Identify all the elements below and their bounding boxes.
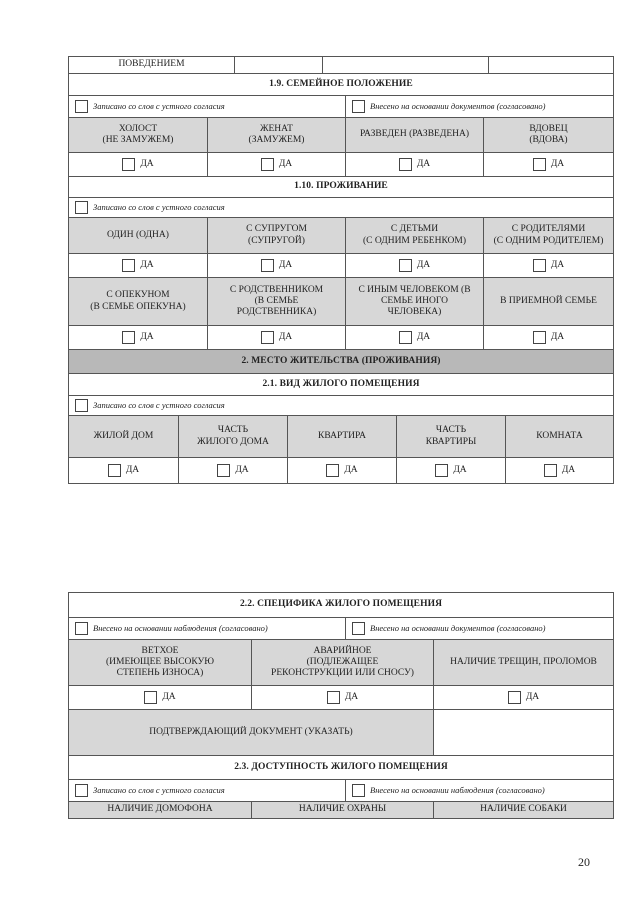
checkbox[interactable] (217, 464, 230, 477)
s22-note-left: Внесено на основании наблюдения (согласовано) (93, 623, 268, 634)
checkbox[interactable] (122, 259, 135, 272)
yes-label: ДА (550, 259, 565, 270)
s21-option: ЖИЛОЙ ДОМ (93, 430, 154, 441)
s23-note-left-cell[interactable] (69, 780, 345, 801)
s110-option: С ОПЕКУНОМ (В СЕМЬЕ ОПЕКУНА) (90, 290, 186, 312)
yes-label: ДА (140, 331, 154, 342)
checkbox[interactable] (144, 691, 157, 704)
yes-label: ДА (140, 259, 154, 270)
s21-option: КОМНАТА (505, 416, 613, 457)
yes-cell[interactable] (178, 458, 287, 483)
yes-cell[interactable] (207, 254, 345, 277)
yes-label: ДА (550, 331, 565, 342)
s19-note-right: Внесено на основании документов (согласовано) (370, 101, 546, 112)
s110-option: ОДИН (ОДНА) (107, 229, 169, 240)
form-table-housing-specifics (68, 592, 614, 819)
yes-label: ДА (453, 464, 467, 475)
confirming-document-field[interactable] (433, 710, 613, 755)
s19-option: ВДОВЕЦ (ВДОВА) (483, 118, 613, 152)
yes-label: ДА (125, 464, 140, 475)
yes-cell[interactable] (69, 326, 207, 349)
checkbox[interactable] (533, 259, 546, 272)
yes-label: ДА (235, 464, 249, 475)
yes-label: ДА (344, 464, 358, 475)
s22-note-right-cell[interactable] (345, 618, 613, 639)
checkbox[interactable] (352, 622, 365, 635)
s110-option: С РОДИТЕЛЯМИ (С ОДНИМ РОДИТЕЛЕМ) (483, 218, 613, 253)
yes-label: ДА (416, 158, 431, 169)
yes-label: ДА (278, 158, 293, 169)
checkbox[interactable] (326, 464, 339, 477)
s19-option: РАЗВЕДЕН (РАЗВЕДЕНА) (345, 118, 483, 152)
yes-cell[interactable] (207, 153, 345, 176)
yes-label: ДА (278, 331, 293, 342)
s23-note-right-cell[interactable] (345, 780, 613, 801)
checkbox[interactable] (108, 464, 121, 477)
yes-cell[interactable] (69, 254, 207, 277)
yes-cell[interactable] (483, 326, 613, 349)
checkbox[interactable] (399, 158, 412, 171)
page-number: 20 (578, 855, 590, 869)
confirming-document-label: ПОДТВЕРЖДАЮЩИЙ ДОКУМЕНТ (УКАЗАТЬ) (69, 710, 433, 755)
checkbox[interactable] (75, 399, 88, 412)
s110-note-cell[interactable] (69, 198, 613, 217)
s23-option: НАЛИЧИЕ ДОМОФОНА (107, 804, 213, 815)
yes-cell[interactable] (251, 686, 433, 709)
checkbox[interactable] (399, 331, 412, 344)
yes-label: ДА (416, 259, 431, 270)
s23-note-left: Записано со слов с устного согласия (93, 785, 225, 796)
yes-cell[interactable] (433, 686, 613, 709)
yes-cell[interactable] (505, 458, 613, 483)
yes-cell[interactable] (483, 153, 613, 176)
s23-option: НАЛИЧИЕ СОБАКИ (433, 802, 613, 818)
yes-cell[interactable] (396, 458, 505, 483)
checkbox[interactable] (122, 158, 135, 171)
checkbox[interactable] (533, 158, 546, 171)
yes-label: ДА (162, 691, 176, 702)
s110-note: Записано со слов с устного согласия (93, 202, 225, 213)
behavior-label: ПОВЕДЕНИЕМ (118, 59, 185, 70)
s110-option: С СУПРУГОМ (СУПРУГОЙ) (207, 218, 345, 253)
section-2-title: 2. МЕСТО ЖИТЕЛЬСТВА (ПРОЖИВАНИЯ) (241, 355, 441, 366)
s19-note-left: Записано со слов с устного согласия (93, 101, 225, 112)
yes-cell[interactable] (345, 153, 483, 176)
checkbox[interactable] (75, 100, 88, 113)
checkbox[interactable] (261, 158, 274, 171)
s23-option: НАЛИЧИЕ ОХРАНЫ (251, 802, 433, 818)
checkbox[interactable] (435, 464, 448, 477)
behavior-cell-2[interactable] (322, 57, 488, 73)
checkbox[interactable] (327, 691, 340, 704)
s110-option: С ИНЫМ ЧЕЛОВЕКОМ (В СЕМЬЕ ИНОГО ЧЕЛОВЕКА) (345, 278, 483, 325)
s23-note-right: Внесено на основании наблюдения (согласовано) (370, 785, 545, 796)
s110-option: С РОДСТВЕННИКОМ (В СЕМЬЕ РОДСТВЕННИКА) (207, 278, 345, 325)
yes-cell[interactable] (345, 254, 483, 277)
yes-label: ДА (561, 464, 576, 475)
s19-option: ХОЛОСТ (НЕ ЗАМУЖЕМ) (102, 123, 174, 145)
s21-option: ЧАСТЬ КВАРТИРЫ (396, 416, 505, 457)
s21-note: Записано со слов с устного согласия (93, 400, 225, 411)
form-table-family-residence (68, 56, 614, 484)
s110-option: В ПРИЕМНОЙ СЕМЬЕ (483, 278, 613, 325)
checkbox[interactable] (544, 464, 557, 477)
yes-cell[interactable] (483, 254, 613, 277)
yes-label: ДА (550, 158, 565, 169)
yes-label: ДА (140, 158, 154, 169)
yes-label: ДА (278, 259, 293, 270)
s21-option: КВАРТИРА (287, 416, 396, 457)
s22-option: АВАРИЙНОЕ (ПОДЛЕЖАЩЕЕ РЕКОНСТРУКЦИИ ИЛИ СНОСУ) (251, 640, 433, 685)
s19-note-left-cell[interactable] (69, 96, 345, 117)
s22-note-right: Внесено на основании документов (согласовано) (370, 623, 546, 634)
yes-cell[interactable] (69, 686, 251, 709)
s110-option: С ДЕТЬМИ (С ОДНИМ РЕБЕНКОМ) (345, 218, 483, 253)
s19-option: ЖЕНАТ (ЗАМУЖЕМ) (207, 118, 345, 152)
checkbox[interactable] (75, 622, 88, 635)
section-1-9-title: 1.9. СЕМЕЙНОЕ ПОЛОЖЕНИЕ (269, 78, 413, 89)
checkbox[interactable] (122, 331, 135, 344)
checkbox[interactable] (352, 100, 365, 113)
behavior-cell-1[interactable] (234, 57, 322, 73)
yes-cell[interactable] (69, 458, 178, 483)
section-2-2-title: 2.2. СПЕЦИФИКА ЖИЛОГО ПОМЕЩЕНИЯ (239, 599, 443, 610)
section-2-1-title: 2.1. ВИД ЖИЛОГО ПОМЕЩЕНИЯ (262, 378, 420, 389)
s22-option: ВЕТХОЕ (ИМЕЮЩЕЕ ВЫСОКУЮ СТЕПЕНЬ ИЗНОСА) (105, 645, 215, 679)
yes-cell[interactable] (207, 326, 345, 349)
s22-note-left-cell[interactable] (69, 618, 345, 639)
behavior-cell-3[interactable] (488, 57, 613, 73)
s21-option: ЧАСТЬ ЖИЛОГО ДОМА (178, 416, 287, 457)
checkbox[interactable] (261, 331, 274, 344)
yes-label: ДА (416, 331, 431, 342)
section-2-3-title: 2.3. ДОСТУПНОСТЬ ЖИЛОГО ПОМЕЩЕНИЯ (234, 761, 448, 772)
s22-option: НАЛИЧИЕ ТРЕЩИН, ПРОЛОМОВ (433, 640, 613, 685)
section-1-10-title: 1.10. ПРОЖИВАНИЕ (294, 181, 388, 192)
checkbox[interactable] (508, 691, 521, 704)
checkbox[interactable] (352, 784, 365, 797)
checkbox[interactable] (75, 784, 88, 797)
checkbox[interactable] (399, 259, 412, 272)
checkbox[interactable] (75, 201, 88, 214)
yes-cell[interactable] (345, 326, 483, 349)
checkbox[interactable] (533, 331, 546, 344)
s21-note-cell[interactable] (69, 396, 613, 415)
yes-cell[interactable] (69, 153, 207, 176)
yes-label: ДА (525, 691, 540, 702)
yes-label: ДА (344, 691, 359, 702)
s19-note-right-cell[interactable] (345, 96, 613, 117)
yes-cell[interactable] (287, 458, 396, 483)
checkbox[interactable] (261, 259, 274, 272)
